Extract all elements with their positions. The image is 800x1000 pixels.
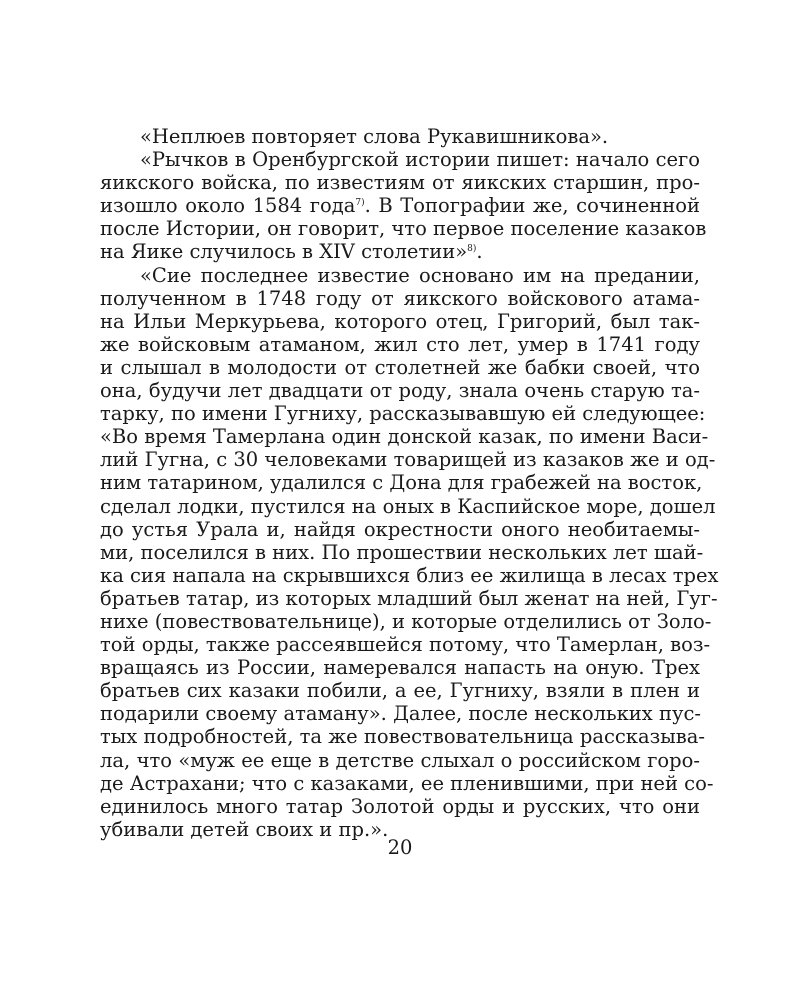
text-line: ка сия напала на скрывшихся близ ее жилища в лесах трех <box>100 563 719 587</box>
text-line <box>100 194 700 217</box>
text-line: подарили своему атаману». Далее, после нескольких пус- <box>100 702 701 726</box>
text-line: «Рычков в Оренбургской истории пишет: начало сего <box>140 148 700 172</box>
text-line: на Ильи Меркурьева, которого отец, Григорий, был так- <box>100 309 700 333</box>
text-line: единилось много татар Золотой орды и русских, что они <box>100 794 700 818</box>
text-line: де Астрахани; что с казаками, ее пленившими, при ней со- <box>100 771 714 795</box>
text-line-part: . В Топографии же, сочиненной <box>364 194 700 218</box>
text-line-part: на Яике случилось в XIV столетии» <box>100 240 468 264</box>
text-line: лий Гугна, с 30 человеками товарищей из казаков же и од- <box>100 448 716 472</box>
text-line: братьев татар, из которых младший был женат на ней, Гуг- <box>100 586 718 610</box>
text-line: ла, что «муж ее еще в детстве слыхал о российском горо- <box>100 748 700 772</box>
text-line: до устья Урала и, найдя окрестности оного необитаемы- <box>100 517 700 541</box>
text-line: яикского войска, по известиям от яикских старшин, про- <box>100 171 700 195</box>
text-line: полученном в 1748 году от яикского войскового атама- <box>100 286 700 310</box>
text-line: убивали детей своих и пр.». <box>100 817 389 841</box>
text-line: она, будучи лет двадцати от роду, знала очень старую та- <box>100 379 700 403</box>
text-line: сделал лодки, пустился на оных в Каспийское море, дошел <box>100 494 716 518</box>
text-line-part: . <box>476 240 483 264</box>
text-line: тых подробностей, та же повествовательница рассказыва- <box>100 725 705 749</box>
text-line: «Сие последнее известие основано им на предании, <box>140 263 700 287</box>
text-line: братьев сих казаки побили, а ее, Гугниху, взяли в плен и <box>100 679 700 703</box>
text-line: «Неплюев повторяет слова Рукавишникова». <box>140 125 609 148</box>
text-line: тарку, по имени Гугниху, рассказывавшую ей следующее: <box>100 402 706 426</box>
text-line: и слышал в молодости от столетней же бабки своей, что <box>100 355 700 379</box>
text-line: нихе (повествовательнице), и которые отделились от Золо- <box>100 609 712 633</box>
footnote-marker: 7) <box>355 198 365 209</box>
text-line <box>100 240 700 263</box>
page-number: 20 <box>387 836 413 859</box>
text-line: ми, поселился в них. По прошествии нескольких лет шай- <box>100 540 704 564</box>
text-line-part: изошло около 1584 года <box>100 194 356 218</box>
footnote-marker: 8) <box>467 244 477 255</box>
main-text <box>100 125 719 841</box>
text-line: «Во время Тамерлана один донской казак, по имени Васи- <box>100 425 709 449</box>
text-line: вращаясь из России, намеревался напасть на оную. Трех <box>100 656 700 680</box>
text-line: после Истории, он говорит, что первое поселение казаков <box>100 217 707 241</box>
text-line: той орды, также рассеявшейся потому, что Тамерлан, воз- <box>100 633 711 657</box>
text-line: ним татарином, удалился с Дона для грабежей на восток, <box>100 471 703 495</box>
text-line: же войсковым атаманом, жил сто лет, умер в 1741 году <box>100 332 700 356</box>
